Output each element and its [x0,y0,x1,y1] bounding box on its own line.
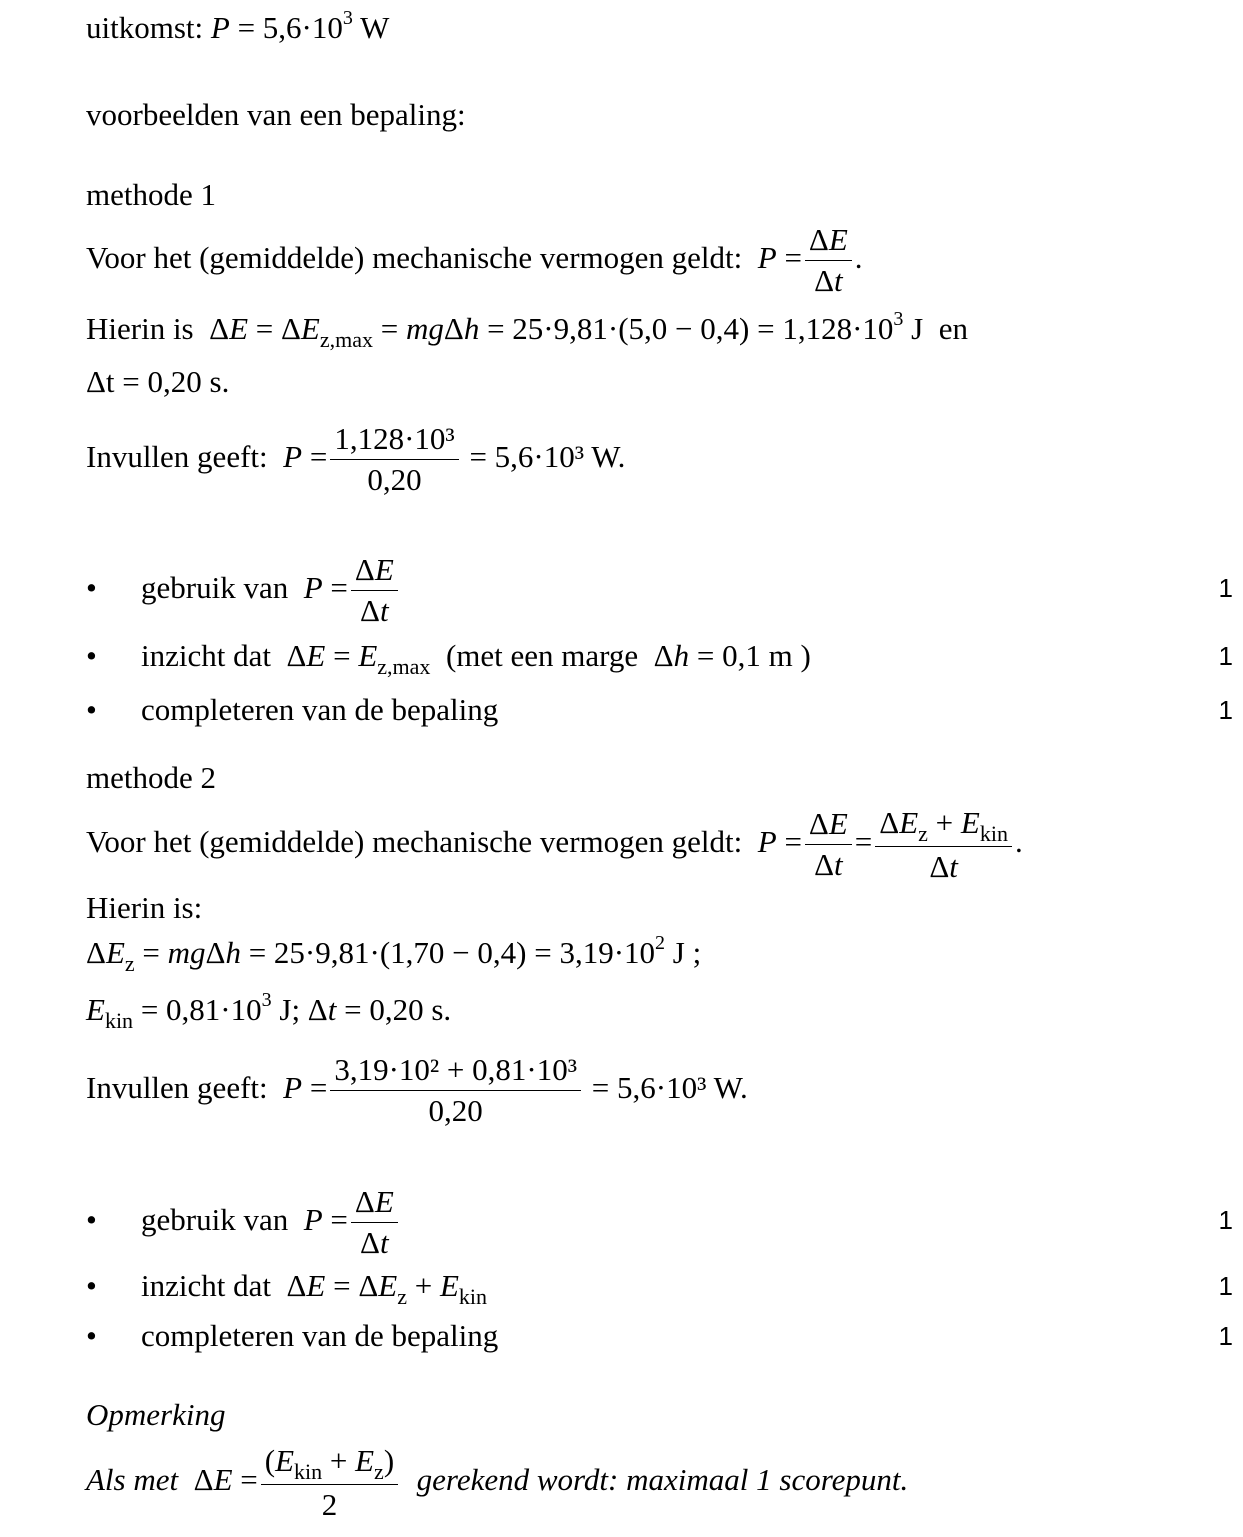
method2-intro-text: Voor het (gemiddelde) mechanische vermogen geldt: [86,824,743,859]
method1-fill-line: Invullen geeft: P = $\frac{\text{1,128·10³}}{0,20}$ = 5,6·10³ W. [86,417,625,500]
criterion-points: 1 [1218,641,1233,671]
method2-fill-label: Invullen geeft: [86,1070,268,1105]
method2-fill-line: Invullen geeft: P = $\frac{\text{3,19·10² + 0,81·10³}}{0,20}$ = 5,6·10³ W. [86,1048,748,1131]
method2-fill-fraction [330,1050,581,1131]
bullet-dot: • [86,1318,97,1353]
method2-criterion-3 [86,1316,1243,1356]
method1-criterion-2: • inzicht dat $\Delta E = E_{z,max}$ (met een marge Δh = 0,1 m ) 1 [86,638,1233,679]
result-line: uitkomst: $P = 5,6\cdot 10^3$ W [86,7,390,45]
remark-prefix: Als met [86,1462,179,1497]
method1-intro-text: Voor het (gemiddelde) mechanische vermogen geldt: [86,240,743,275]
criterion-text: completeren van de bepaling [141,1318,499,1353]
method1-en-word: en [938,311,968,346]
method1-criterion-3 [86,690,1243,730]
method2-fill-numerator: 3,19·10² + 0,81·10³ [330,1050,581,1091]
criterion-points: 1 [1218,1205,1233,1235]
remark-suffix: gerekend wordt: maximaal 1 scorepunt. [416,1462,909,1497]
method2-criterion-2: • inzicht dat $\Delta E = \Delta E_z + E_{kin}$ 1 [86,1268,1233,1309]
criterion-text: inzicht dat [141,1268,271,1303]
remark-line: Als met ΔE = $\frac{(E_{kin} + E_z)}{2}$ gerekend wordt: maximaal 1 scorepunt. [86,1440,908,1525]
method2-criterion-1: • gebruik van P = $\frac{\Delta E}{\Delta t}$ 1 [86,1184,1233,1261]
bullet-dot: • [86,1268,97,1303]
criterion-text: completeren van de bepaling [141,692,499,727]
criterion-points: 1 [1218,1271,1233,1301]
bullet-dot: • [86,570,97,605]
method1-fill-result: = 5,6·10³ W. [469,439,626,474]
method2-ekin-line: $E_{kin} = 0,81\cdot 10^3$ J; Δt = 0,20 s. [86,989,452,1033]
method1-fill-numerator: 1,128·10³ [330,419,458,460]
method1-energy-line: Hierin is $\Delta E = \Delta E_{z,max} = mg\Delta h = 25\cdot 9,81\cdot(5,0 - 0,4) = 1,128\cdot 10^3$ J en [86,308,968,352]
criterion-points: 1 [1218,695,1233,725]
method2-heading: methode 2 [86,760,216,795]
method1-heading: methode 1 [86,177,216,212]
method1-fill-fraction [330,419,458,500]
criterion-margin-text: (met een marge [445,638,639,673]
criterion-points: 1 [1218,1321,1233,1351]
method2-intro-line: Voor het (gemiddelde) mechanische vermogen geldt: P = $\frac{\Delta E}{\Delta t}$ = $\frac{\Delta E_z + E_{kin}}{\Delta t}$ . [86,804,1023,884]
method1-intro-line: Voor het (gemiddelde) mechanische vermogen geldt: P = $\frac{\Delta E}{\Delta t}$ . [86,218,863,301]
remark-heading: Opmerking [86,1397,226,1432]
examples-heading: voorbeelden van een bepaling: [86,97,466,132]
method1-criterion-1: • gebruik van P = $\frac{\Delta E}{\Delta t}$ 1 [86,552,1233,629]
method1-fill-label: Invullen geeft: [86,439,268,474]
bullet-dot: • [86,638,97,673]
result-label: uitkomst: [86,10,204,45]
criterion-text: gebruik van [141,1202,289,1237]
power-fraction: $\frac{\Delta E}{\Delta t}$ [805,220,852,301]
bullet-dot: • [86,1202,97,1237]
method2-ez-line: $\Delta E_z = mg\Delta h = 25\cdot 9,81\cdot(1,70 - 0,4) = 3,19\cdot 10^2$ J ; [86,932,702,976]
method1-hierin-label: Hierin is [86,311,194,346]
bullet-dot: • [86,692,97,727]
criterion-text: inzicht dat [141,638,271,673]
criterion-text: gebruik van [141,570,289,605]
method2-hierin: Hierin is: [86,890,203,925]
method2-fill-denominator: 0,20 [428,1093,483,1129]
criterion-points: 1 [1218,573,1233,603]
method2-fill-result: = 5,6·10³ W. [591,1070,748,1105]
remark-fraction: $\frac{(E_{kin} + E_z)}{2}$ [261,1441,398,1525]
method1-fill-denominator: 0,20 [367,462,422,498]
method1-time-line: Δt = 0,20 s. [86,364,230,399]
